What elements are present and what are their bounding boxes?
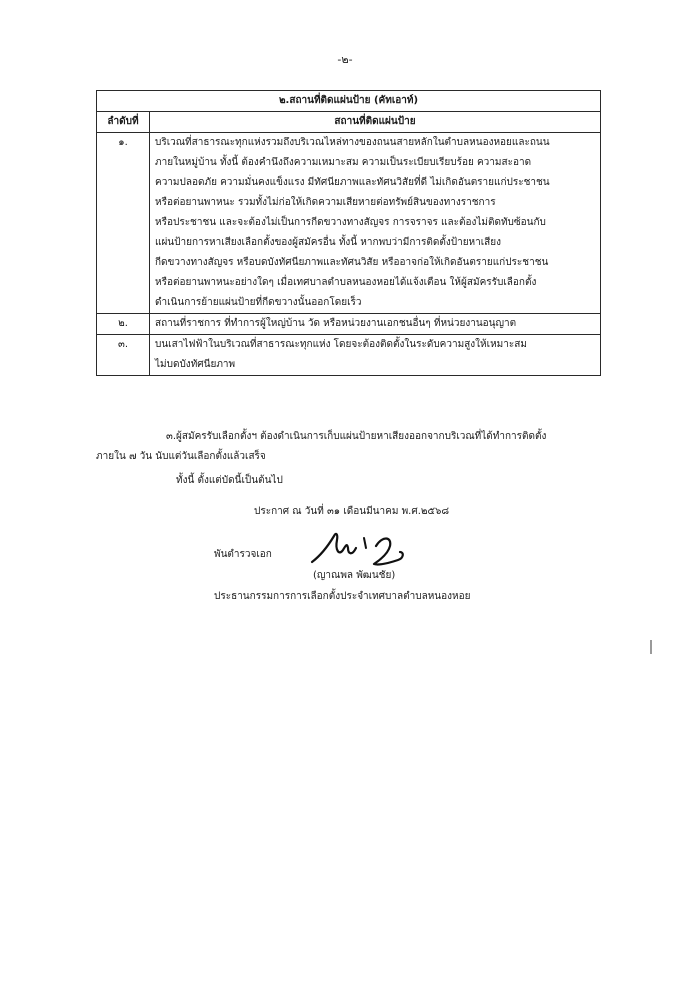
description-line: หรือต่อยานพาหนะอย่างใดๆ เมื่อเทศบาลตำบลหนองหอยได้แจ้งเตือน ให้ผู้สมัครรับเลือกตั้ง (155, 277, 537, 288)
removal-note (96, 427, 601, 467)
row-description (150, 133, 601, 314)
row-description (150, 314, 601, 335)
margin-mark (650, 640, 652, 654)
announcement-date: ประกาศ ณ วันที่ ๓๑ เดือนมีนาคม พ.ศ.๒๕๖๘ (254, 506, 450, 517)
table-row (97, 133, 601, 314)
description-line: บริเวณที่สาธารณะทุกแห่งรวมถึงบริเวณไหล่ทางของถนนสายหลักในตำบลหนองหอยและถนน (155, 137, 550, 148)
description-line: ภายในหมู่บ้าน ทั้งนี้ ต้องคำนึงถึงความเหมาะสม ความเป็นระเบียบเรียบร้อย ความสะอาด (155, 157, 532, 168)
signer-title: ประธานกรรมการการเลือกตั้งประจำเทศบาลตำบลหนองหอย (214, 591, 471, 602)
table-row (97, 335, 601, 376)
description-line: ไม่บดบังทัศนียภาพ (155, 359, 236, 370)
removal-note-text-1: ๓.ผู้สมัครรับเลือกตั้งฯ ต้องดำเนินการเก็บแผ่นป้ายหาเสียงออกจากบริเวณที่ได้ทำการติดตั้ง (166, 431, 547, 442)
description-line: บนเสาไฟฟ้าในบริเวณที่สาธารณะทุกแห่ง โดยจะต้องติดตั้งในระดับความสูงให้เหมาะสม (155, 339, 527, 350)
table-row (97, 314, 601, 335)
row-number: ๑. (97, 133, 150, 314)
column-header-order: ลำดับที่ (97, 112, 150, 133)
signer-rank: พันตำรวจเอก (214, 549, 272, 560)
description-line: หรือประชาชน และจะต้องไม่เป็นการกีดขวางทางสัญจร การจราจร และต้องไม่ติดทับซ้อนกับ (155, 217, 546, 228)
placement-table (96, 90, 601, 376)
page-number: -๒- (337, 53, 353, 66)
description-line: สถานที่ราชการ ที่ทำการผู้ใหญ่บ้าน วัด หรือหน่วยงานเอกชนอื่นๆ ที่หน่วยงานอนุญาต (155, 318, 517, 329)
description-line: แผ่นป้ายการหาเสียงเลือกตั้งของผู้สมัครอื่น ทั้งนี้ หากพบว่ามีการติดตั้งป้ายหาเสียง (155, 237, 502, 248)
effective-clause: ทั้งนี้ ตั้งแต่บัดนี้เป็นต้นไป (176, 475, 283, 486)
column-header-place: สถานที่ติดแผ่นป้าย (150, 112, 601, 133)
description-line: ดำเนินการย้ายแผ่นป้ายที่กีดขวางนั้นออกโดยเร็ว (155, 297, 362, 308)
description-line: ความปลอดภัย ความมั่นคงแข็งแรง มีทัศนียภาพและทัศนวิสัยที่ดี ไม่เกิดอันตรายแก่ประชาชน (155, 177, 550, 188)
removal-note-line-1 (96, 427, 601, 447)
table-header-row (97, 112, 601, 133)
table-title-row (97, 91, 601, 112)
row-number: ๓. (97, 335, 150, 376)
row-description (150, 335, 601, 376)
description-line: กีดขวางทางสัญจร หรือบดบังทัศนียภาพและทัศนวิสัย หรืออาจก่อให้เกิดอันตรายแก่ประชาชน (155, 257, 549, 268)
table-title: ๒.สถานที่ติดแผ่นป้าย (คัทเอาท์) (97, 91, 601, 112)
removal-note-line-2: ภายใน ๗ วัน นับแต่วันเลือกตั้งแล้วเสร็จ (96, 451, 266, 462)
description-line: หรือต่อยานพาหนะ รวมทั้งไม่ก่อให้เกิดความเสียหายต่อทรัพย์สินของทางราชการ (155, 197, 496, 208)
signer-name: (ญาณพล พัฒนชัย) (313, 570, 396, 581)
row-number: ๒. (97, 314, 150, 335)
